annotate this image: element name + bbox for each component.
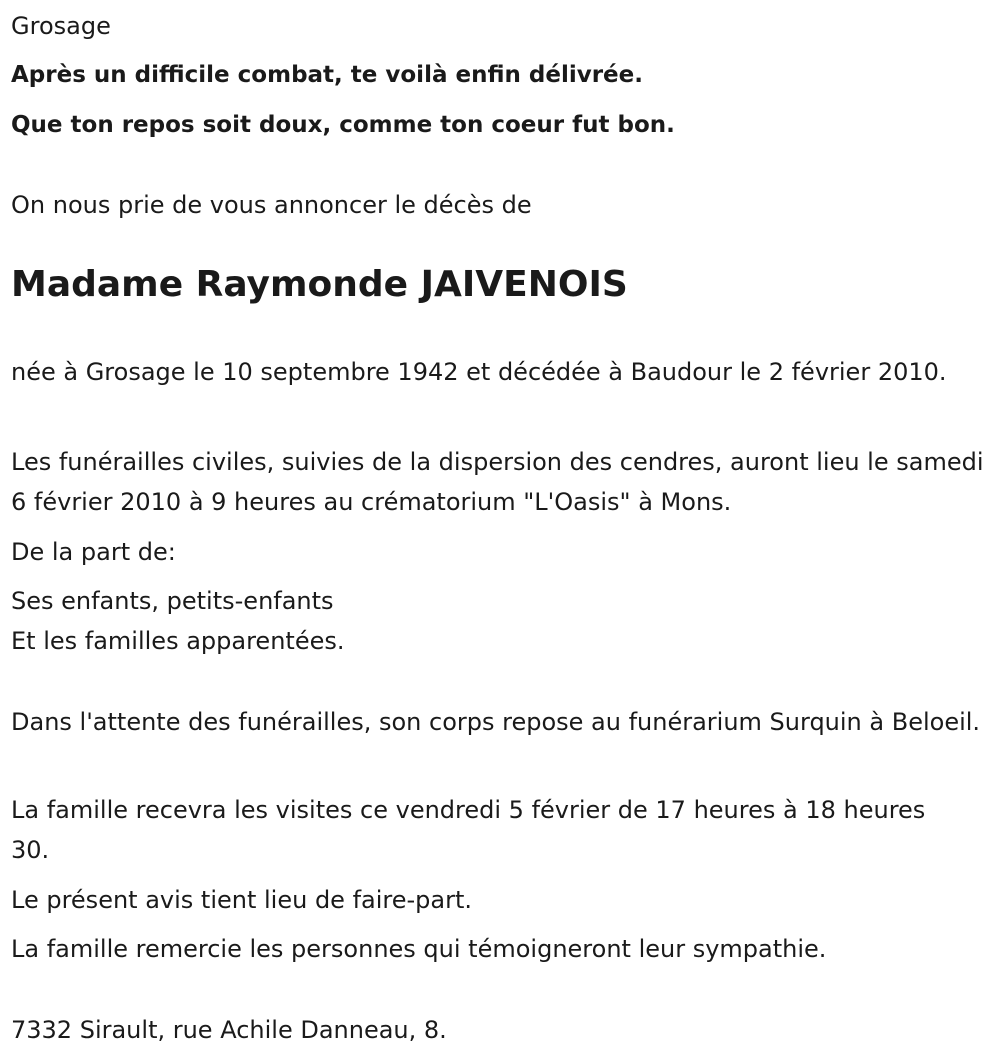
verse-line-2: Que ton repos soit doux, comme ton coeur fut bon. [11, 112, 675, 138]
family-line-1: Ses enfants, petits-enfants [11, 587, 334, 615]
location-header: Grosage [11, 12, 111, 40]
notice-line: Le présent avis tient lieu de faire-part. [11, 886, 473, 914]
thanks-line: La famille remercie les personnes qui témoigneront leur sympathie. [11, 935, 827, 963]
from-label: De la part de: [11, 538, 176, 566]
deceased-name: Madame Raymonde JAIVENOIS [11, 264, 628, 305]
address: 7332 Sirault, rue Achile Danneau, 8. [11, 1016, 447, 1044]
repose-info: Dans l'attente des funérailles, son corps repose au funérarium Surquin à Beloeil. [11, 708, 981, 736]
visits-info: La famille recevra les visites ce vendredi 5 février de 17 heures à 18 heures 30. [11, 796, 926, 864]
verse-line-1: Après un difficile combat, te voilà enfin délivrée. [11, 62, 643, 88]
funeral-info: Les funérailles civiles, suivies de la dispersion des cendres, auront lieu le samedi 6 février 2010 à 9 heures au crématorium "L'Oasis" à Mons. [11, 448, 984, 516]
intro-text: On nous prie de vous annoncer le décès de [11, 191, 532, 219]
family-line-2: Et les familles apparentées. [11, 627, 345, 655]
birth-death-text: née à Grosage le 10 septembre 1942 et décédée à Baudour le 2 février 2010. [11, 358, 947, 386]
